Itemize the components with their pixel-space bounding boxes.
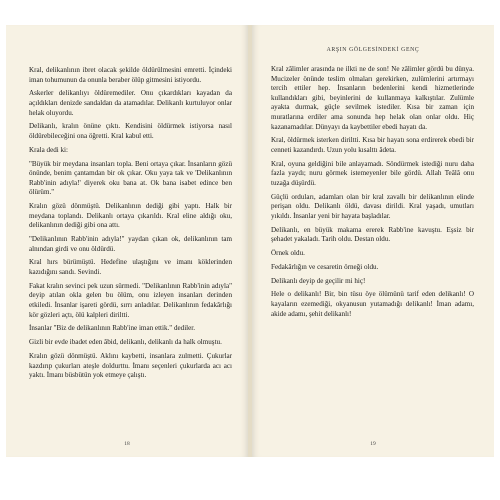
right-running-header: ARŞIN GÖLGESİNDEKİ GENÇ bbox=[326, 47, 420, 53]
left-paragraph-5: "Büyük bir meydana insanları topla. Beni ortaya çıkar. İnsanların gözü önünde, benim çantamdan bir ok çıkar. Oku yaya tak ve 'Delikanlının Rabb'inin adıyla!' diyerek oku bana at. Ok bana isabet edince ben ölürüm." bbox=[29, 159, 232, 197]
left-paragraph-7: "Delikanlının Rabb'inin adıyla!" yaydan çıkan ok, delikanlının tam alnından girdi ve onu öldürdü. bbox=[29, 235, 232, 253]
right-paragraph-5: Delikanlı, en büyük makama ererek Rabb'ine kavuştu. Eşsiz bir şehadet yakaladı. Tarih oldu. Destan oldu. bbox=[271, 225, 474, 244]
right-paragraph-7: Fedakârlığın ve cesaretin örneği oldu. bbox=[271, 262, 379, 271]
left-paragraph-12: Kralın gözü dönmüştü. Aklını kaybetti, insanlara zulmetti. Çukurlar kazdırıp çukurları ateşle doldurttu. İmanı seçenleri çukurlarda acı acı yaktı. İmanı büsbütün yok etmeye çalıştı. bbox=[29, 351, 232, 380]
right-page bbox=[252, 25, 494, 457]
left-page-number: 18 bbox=[124, 441, 130, 447]
right-page-number: 19 bbox=[370, 441, 376, 447]
left-paragraph-10: İnsanlar "Biz de delikanlının Rabb'ine iman ettik." dediler. bbox=[29, 324, 196, 333]
left-paragraph-6: Kralın gözü dönmüştü. Delikanlının dediği gibi yaptı. Halk bir meydana toplandı. Delikanlı ortaya çıkarıldı. Kral eline aldığı oku, delikanlının dediği gibi ona attı. bbox=[29, 202, 232, 230]
right-paragraph-2: Kral, öldürmek isterken diriltti. Kısa bir hayatı sona erdirerek ebedi bir cenneti kazandırdı. Uzun yolu kısalttı âdeta. bbox=[271, 136, 474, 154]
right-paragraph-4: Güçlü orduları, adamları olan bir kral zavallı bir delikanlının elinde perişan oldu. Delikanlı öldü, davası dirildi. Kral yaşadı, umutları yıkıldı. İnsanlar yeni bir hayata başladılar. bbox=[271, 192, 474, 220]
left-page bbox=[6, 25, 248, 457]
left-paragraph-3: Delikanlı, kralın önüne çıktı. Kendisini öldürmek istiyorsa nasıl öldürebileceğini ona öğretti. Kral kabul etti. bbox=[29, 122, 232, 140]
left-paragraph-11: Gizli bir evde ibadet eden âbid, delikanlı, delikanlı da halk olmuştu. bbox=[29, 338, 222, 347]
left-paragraph-2: Askerler delikanlıyı öldüremediler. Onu çıkardıkları kayadan da açıldıkları denizde sandaldan da atamadılar. Delikanlı kurtuluyor onlar helak oluyordu. bbox=[29, 89, 232, 117]
left-page-body bbox=[29, 66, 232, 385]
right-page-body bbox=[271, 65, 474, 323]
left-paragraph-4: Krala dedi ki: bbox=[29, 145, 69, 154]
right-paragraph-9: Hele o delikanlı! Bir, bin tüsu öye ölümünü tarif eden delikanlı! O kayaların ezemediği, okyanusun yutamadığı delikanlı! İman adamı, akide adamı, şehit delikanlı! bbox=[271, 290, 474, 318]
left-paragraph-1: Kral, delikanlının ibret olacak şekilde öldürülmesini emretti. İçindeki iman tohumunun da onunla beraber ölüp gitmesini istiyordu. bbox=[29, 66, 232, 84]
right-paragraph-6: Örnek oldu. bbox=[271, 249, 305, 258]
right-paragraph-1: Kral zâlimler arasında ne ilkti ne de son! Ne zâlimler gördü bu dünya. Mucizeler önünde teslim olmaları gerekirken, zulümlerini artırmayı tercih ettiler hep. İnsanların bedenlerini kendi hizmetlerinde kullandıkları gibi, beyinlerini de kullanmaya kalkıştılar. Zulümle ayakta durmak, güçle sevilmek istediler. Kısa bir zaman için muratlarına erdiler ama sonunda hep helak olan onlar oldu. Hiç kazanamadılar. Dünyayı da kaybettiler ebedi hayatı da. bbox=[271, 65, 474, 131]
right-paragraph-8: Delikanlı deyip de geçilir mi hiç! bbox=[271, 276, 366, 285]
left-paragraph-9: Fakat kralın sevinci pek uzun sürmedi. "Delikanlının Rabb'inin adıyla" deyip atılan okla gelen bu ölüm, onu izleyen insanları derinden etkiledi. İnsanlar işareti gördü, sırrı anladılar. Delikanlının fedakârlığı kör gözleri açtı, ölü kalpleri diriltti. bbox=[29, 281, 232, 319]
right-paragraph-3: Kral, oyuna geldiğini bile anlayamadı. Söndürmek istediği nuru daha fazla yaydı; nuru görmek istemeyenler bile gördü. Allah Teâlâ onu tuzağa düşürdü. bbox=[271, 159, 474, 187]
left-paragraph-8: Kral hırs bürümüştü. Hedefine ulaştığını ve imanı köklerinden kazıdığını sandı. Sevindi. bbox=[29, 258, 232, 276]
